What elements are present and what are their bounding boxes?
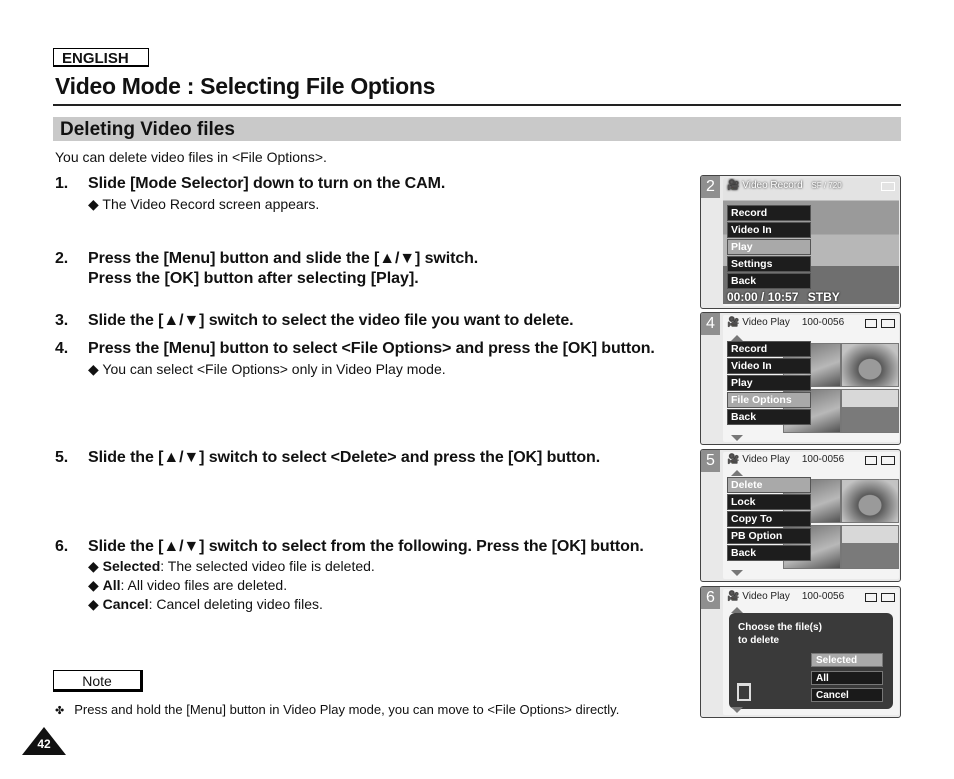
delete-dialog: [729, 613, 893, 709]
menu-item-selected: Delete: [727, 477, 811, 493]
battery-icon: [881, 182, 895, 191]
step-6-option-all: ◆ All: All video files are deleted.: [88, 577, 288, 593]
screen-mode: Video Play: [742, 454, 790, 465]
arrow-down-icon: [731, 707, 743, 713]
step-number: 2.: [55, 250, 69, 267]
step-text: Slide [Mode Selector] down to turn on the CAM.: [88, 175, 446, 192]
screen-menu: [727, 477, 811, 562]
dialog-line: to delete: [738, 635, 780, 646]
dialog-prompt: [738, 621, 822, 647]
timecode-value: 00:00 / 10:57: [727, 290, 799, 304]
screenshot-tag: 2: [701, 176, 720, 198]
battery-icon: [881, 456, 895, 465]
dialog-option-selected: Selected: [811, 653, 883, 667]
option-label: Cancel: [102, 596, 149, 612]
step-6-option-cancel: ◆ Cancel: Cancel deleting video files.: [88, 596, 323, 612]
step-number: 6.: [55, 538, 69, 555]
screenshot-step-4: [700, 312, 901, 445]
menu-item-selected: Play: [727, 239, 811, 255]
battery-icon: [881, 319, 895, 328]
note-body: Press and hold the [Menu] button in Video Play mode, you can move to <File Options> directly.: [74, 702, 620, 717]
memory-icon: [865, 593, 877, 602]
camera-icon: 🎥: [727, 180, 740, 191]
section-title: Deleting Video files: [60, 119, 235, 140]
record-status: STBY: [807, 290, 840, 304]
step-number: 1.: [55, 175, 69, 192]
menu-item: Settings: [727, 256, 811, 272]
option-desc: : All video files are deleted.: [120, 577, 288, 593]
thumbnail: [841, 525, 899, 569]
note-text: [55, 702, 619, 717]
dialog-option: Cancel: [811, 688, 883, 702]
dialog-line: Choose the file(s): [738, 622, 822, 633]
step-5: [55, 449, 600, 467]
step-number: 4.: [55, 340, 69, 357]
screen-mode: Video Play: [742, 591, 790, 602]
screenshot-step-6: [700, 586, 901, 718]
menu-item: Record: [727, 205, 811, 221]
screen-menu: [727, 205, 811, 290]
step-1-sub: ◆ The Video Record screen appears.: [88, 196, 320, 212]
thumbnail: [841, 343, 899, 387]
thumbnail: [841, 389, 899, 433]
file-number: 100-0056: [801, 454, 845, 465]
menu-item: Back: [727, 409, 811, 425]
step-text: Slide the [▲/▼] switch to select the video file you want to delete.: [88, 312, 574, 329]
step-6-option-selected: ◆ Selected: The selected video file is deleted.: [88, 558, 375, 574]
step-6: [55, 538, 644, 556]
option-desc: : The selected video file is deleted.: [160, 558, 375, 574]
step-3: [55, 312, 574, 330]
menu-item: Play: [727, 375, 811, 391]
step-2-line-2: Press the [OK] button after selecting [Play].: [88, 270, 419, 287]
step-4: [55, 340, 655, 358]
menu-item: Video In: [727, 358, 811, 374]
screen-mode: Video Play: [742, 317, 790, 328]
screen-menu: [727, 341, 811, 426]
step-text: Press the [Menu] button to select <File Options> and press the [OK] button.: [88, 340, 655, 357]
menu-item: Copy To: [727, 511, 811, 527]
title-rule: [53, 104, 901, 106]
camera-icon: 🎥: [727, 317, 740, 328]
camera-icon: 🎥: [727, 454, 740, 465]
page-title: Video Mode : Selecting File Options: [55, 73, 436, 99]
dialog-option: All: [811, 671, 883, 685]
step-text: Slide the [▲/▼] switch to select <Delete> and press the [OK] button.: [88, 449, 601, 466]
step-4-sub: ◆ You can select <File Options> only in Video Play mode.: [88, 361, 446, 377]
note-label: Note: [53, 670, 143, 692]
menu-item: Back: [727, 273, 811, 289]
thumbnail: [841, 479, 899, 523]
step-1: [55, 175, 445, 193]
menu-item: Back: [727, 545, 811, 561]
step-text: Press the [Menu] button and slide the [▲/▼] switch.: [88, 250, 479, 267]
screen-mode: Video Record: [742, 180, 803, 191]
menu-item: PB Option: [727, 528, 811, 544]
step-number: 5.: [55, 449, 69, 466]
arrow-up-icon: [731, 470, 743, 476]
menu-item-selected: File Options: [727, 392, 811, 408]
memory-icon: [865, 456, 877, 465]
bullet-icon: ✤: [55, 705, 65, 717]
menu-item: Lock: [727, 494, 811, 510]
screen-title-bar: [723, 178, 899, 194]
file-number: 100-0056: [801, 317, 845, 328]
language-label: ENGLISH: [53, 48, 149, 67]
timecode: [727, 290, 840, 304]
memory-icon: [865, 319, 877, 328]
step-2: [55, 250, 478, 268]
arrow-down-icon: [731, 435, 743, 441]
camera-icon: 🎥: [727, 591, 740, 602]
screenshot-tag: 4: [701, 313, 720, 335]
quality-flags: SF / 720: [811, 181, 842, 190]
option-desc: : Cancel deleting video files.: [148, 596, 323, 612]
trash-icon: [737, 683, 751, 701]
step-text: Slide the [▲/▼] switch to select from the following. Press the [OK] button.: [88, 538, 644, 555]
screenshot-tag: 6: [701, 587, 720, 609]
battery-icon: [881, 593, 895, 602]
screenshot-step-2: [700, 175, 901, 309]
screenshot-step-5: [700, 449, 901, 582]
page-number: 42: [37, 737, 51, 751]
option-label: Selected: [102, 558, 161, 574]
file-number: 100-0056: [801, 591, 845, 602]
menu-item: Video In: [727, 222, 811, 238]
menu-item: Record: [727, 341, 811, 357]
step-number: 3.: [55, 312, 69, 329]
screenshot-tag: 5: [701, 450, 720, 472]
option-label: All: [102, 577, 121, 593]
arrow-down-icon: [731, 570, 743, 576]
intro-text: You can delete video files in <File Options>.: [55, 149, 327, 165]
